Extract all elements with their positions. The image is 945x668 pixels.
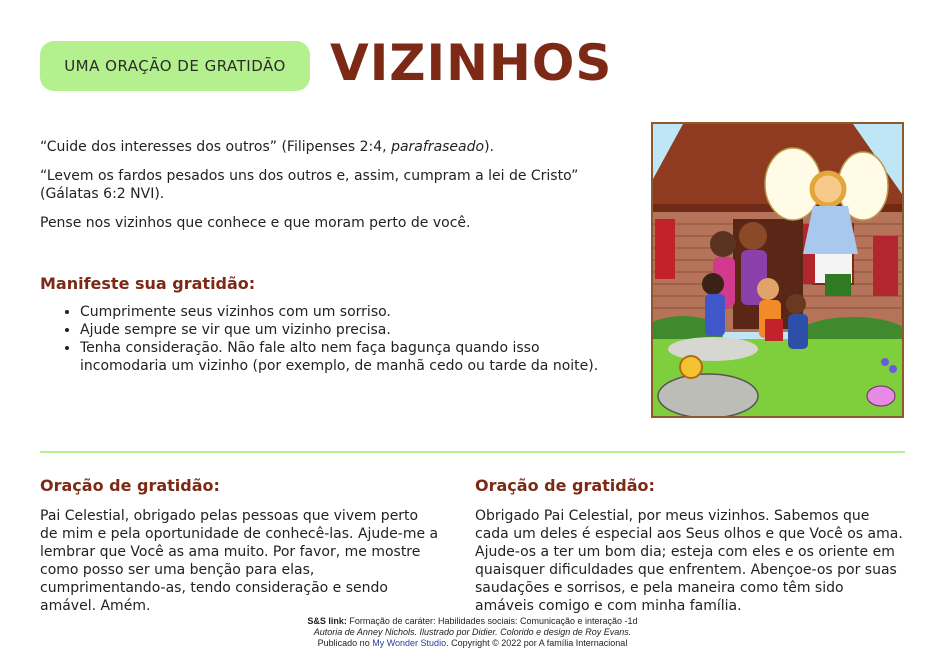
verse-1-text: “Cuide dos interesses dos outros” (Filipenses 2:4, [40, 139, 392, 155]
footer-published [0, 638, 945, 649]
prayer-left [40, 477, 440, 615]
footer-published-prefix: Publicado no [317, 638, 373, 648]
footer-link-line [0, 616, 945, 627]
verse-1 [40, 138, 615, 156]
section-divider [40, 451, 905, 453]
prayer-text: Obrigado Pai Celestial, por meus vizinhos. Sabemos que cada um deles é especial aos Seus olhos e que Você os ama. Ajude-os a ter um bom dia; esteja com eles e os oriente em quaisquer dificuldades que enfrentem. Abençoe-os por suas saudações e sorrisos, e pela maneira como têm sido amáveis comigo e com minha família. [475, 508, 903, 614]
footer-link-text: Formação de caráter: Habilidades sociais: Comunicação e interação -1d [346, 616, 638, 626]
intro-prompt: Pense nos vizinhos que conhece e que moram perto de você. [40, 215, 471, 231]
neighbors-illustration [651, 122, 904, 418]
prayer-heading: Oração de gratidão: [40, 476, 220, 495]
manifest-heading: Manifeste sua gratidão: [40, 274, 256, 293]
category-pill [40, 41, 310, 91]
footer-site-link[interactable]: My Wonder Studio [372, 638, 447, 648]
illustration-svg [653, 124, 902, 416]
prayer-text: Pai Celestial, obrigado pelas pessoas que vivem perto de mim e pela oportunidade de conhecê-las. Ajude-me a lembrar que Você as ama muito. Por favor, me mostre como posso ser uma benção para elas, cumprimentando-as, tendo consideração e sendo amável. Amém. [40, 508, 439, 614]
verse-2: “Levem os fardos pesados uns dos outros e, assim, cumpram a lei de Cristo” (Gálatas 6:2 NVI). [40, 168, 579, 202]
prayer-right [475, 477, 905, 615]
manifest-section [40, 274, 615, 375]
intro-section [40, 138, 615, 243]
verse-1-end: ). [484, 139, 495, 155]
list-item: • Cumprimente seus vizinhos com um sorriso. [80, 303, 615, 321]
footer-published-suffix: . Copyright © 2022 por A família Internacional [446, 638, 628, 648]
footer-link-label: S&S link: [307, 616, 347, 626]
list-item: • Ajude sempre se vir que um vizinho precisa. [80, 321, 615, 339]
page-title: VIZINHOS [330, 34, 613, 92]
category-pill-label: UMA ORAÇÃO DE GRATIDÃO [64, 57, 286, 75]
footer-credits: Autoria de Anney Nichols. Ilustrado por Didier. Colorido e design de Roy Evans. [313, 627, 632, 637]
footer [0, 616, 945, 649]
manifest-list [40, 303, 615, 375]
prayer-heading: Oração de gratidão: [475, 476, 655, 495]
list-item: • Tenha consideração. Não fale alto nem faça bagunça quando isso incomodaria um vizinho (por exemplo, de manhã cedo ou tarde da noite). [80, 339, 615, 375]
verse-1-italic: parafraseado [391, 139, 485, 155]
